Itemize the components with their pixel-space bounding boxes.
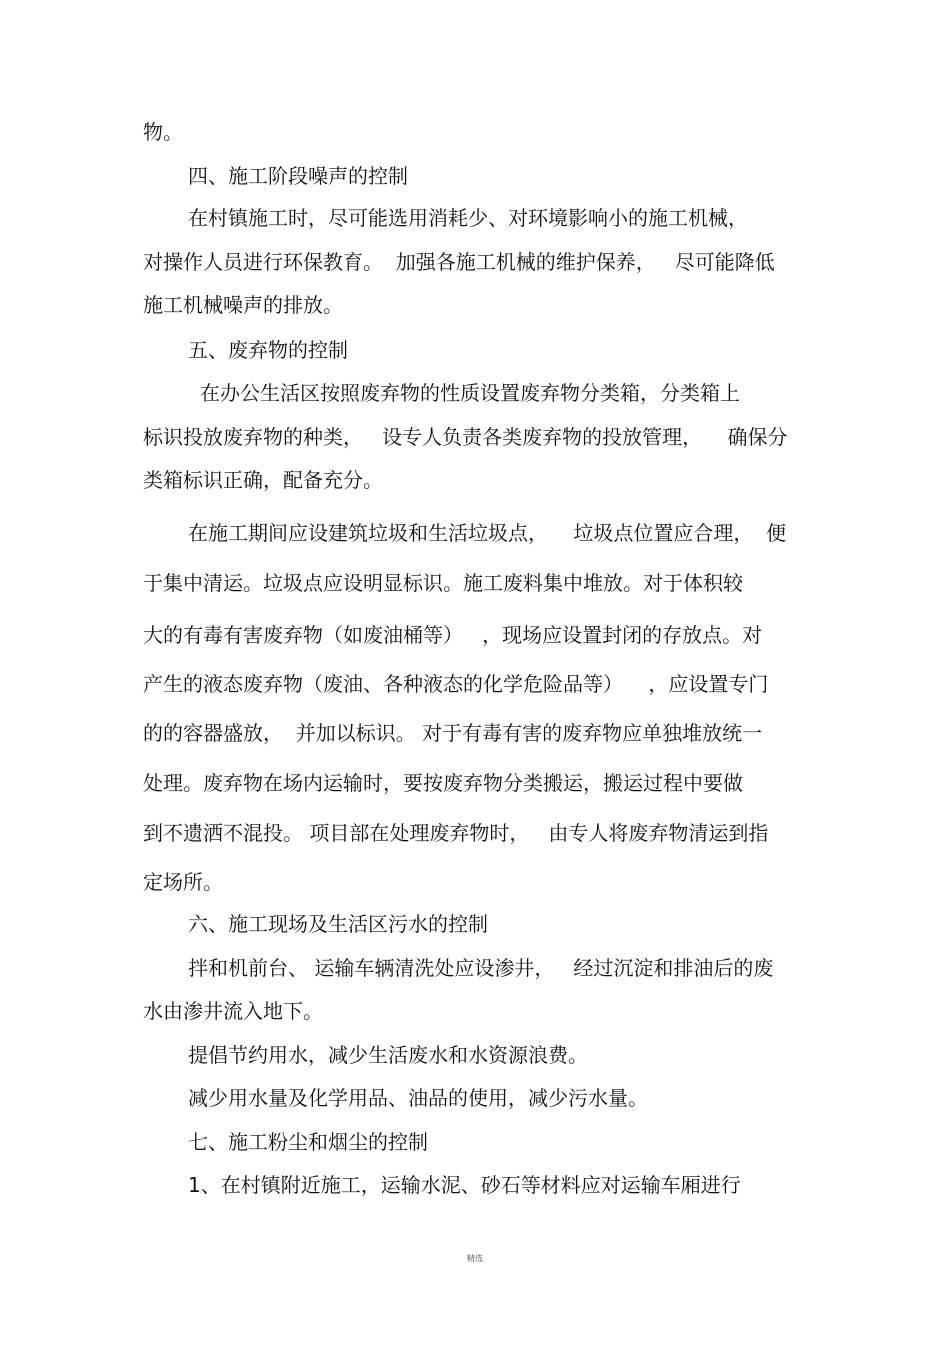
section-heading: 五、废弃物的控制: [188, 338, 348, 362]
page-footer: 精选: [467, 1254, 483, 1263]
text-line: 产生的液态废弃物（废油、各种液态的化学危险品等） ，应设置专门: [143, 672, 769, 696]
text-line: 在施工期间应设建筑垃圾和生活垃圾点， 垃圾点位置应合理， 便: [188, 521, 787, 545]
section-heading: 六、施工现场及生活区污水的控制: [188, 912, 488, 936]
text-line: 的的容器盛放， 并加以标识。 对于有毒有害的废弃物应单独堆放统一: [143, 721, 763, 745]
text-line: 大的有毒有害废弃物（如废油桶等） ，现场应设置封闭的存放点。对: [143, 623, 763, 647]
text-line: 在办公生活区按照废弃物的性质设置废弃物分类箱，分类箱上: [200, 381, 740, 405]
text-line: 对操作人员进行环保教育。 加强各施工机械的维护保养， 尽可能降低: [143, 250, 775, 274]
text-line: 定场所。: [143, 870, 223, 894]
text-line: 标识投放废弃物的种类， 设专人负责各类废弃物的投放管理， 确保分: [143, 425, 788, 449]
text-line: 于集中清运。垃圾点应设明显标识。施工废料集中堆放。对于体积较: [143, 571, 743, 595]
section-heading: 四、施工阶段噪声的控制: [188, 164, 408, 188]
text-line: 1、在村镇附近施工，运输水泥、砂石等材料应对运输车厢进行: [188, 1173, 741, 1197]
text-line: 处理。废弃物在场内运输时，要按废弃物分类搬运，搬运过程中要做: [143, 771, 743, 795]
text-line: 施工机械噪声的排放。: [143, 293, 343, 317]
text-line: 减少用水量及化学用品、油品的使用，减少污水量。: [188, 1086, 648, 1110]
text-line: 物。: [143, 120, 183, 144]
text-line: 水由渗井流入地下。: [143, 999, 323, 1023]
text-line: 拌和机前台、 运输车辆清洗处应设渗井， 经过沉淀和排油后的废: [188, 956, 774, 980]
text-line: 提倡节约用水，减少生活废水和水资源浪费。: [188, 1043, 588, 1067]
text-line: 在村镇施工时，尽可能选用消耗少、对环境影响小的施工机械，: [188, 206, 748, 230]
section-heading: 七、施工粉尘和烟尘的控制: [188, 1130, 428, 1154]
text-line: 类箱标识正确，配备充分。: [143, 468, 383, 492]
text-line: 到不遗洒不混投。 项目部在处理废弃物时， 由专人将废弃物清运到指: [143, 821, 769, 845]
